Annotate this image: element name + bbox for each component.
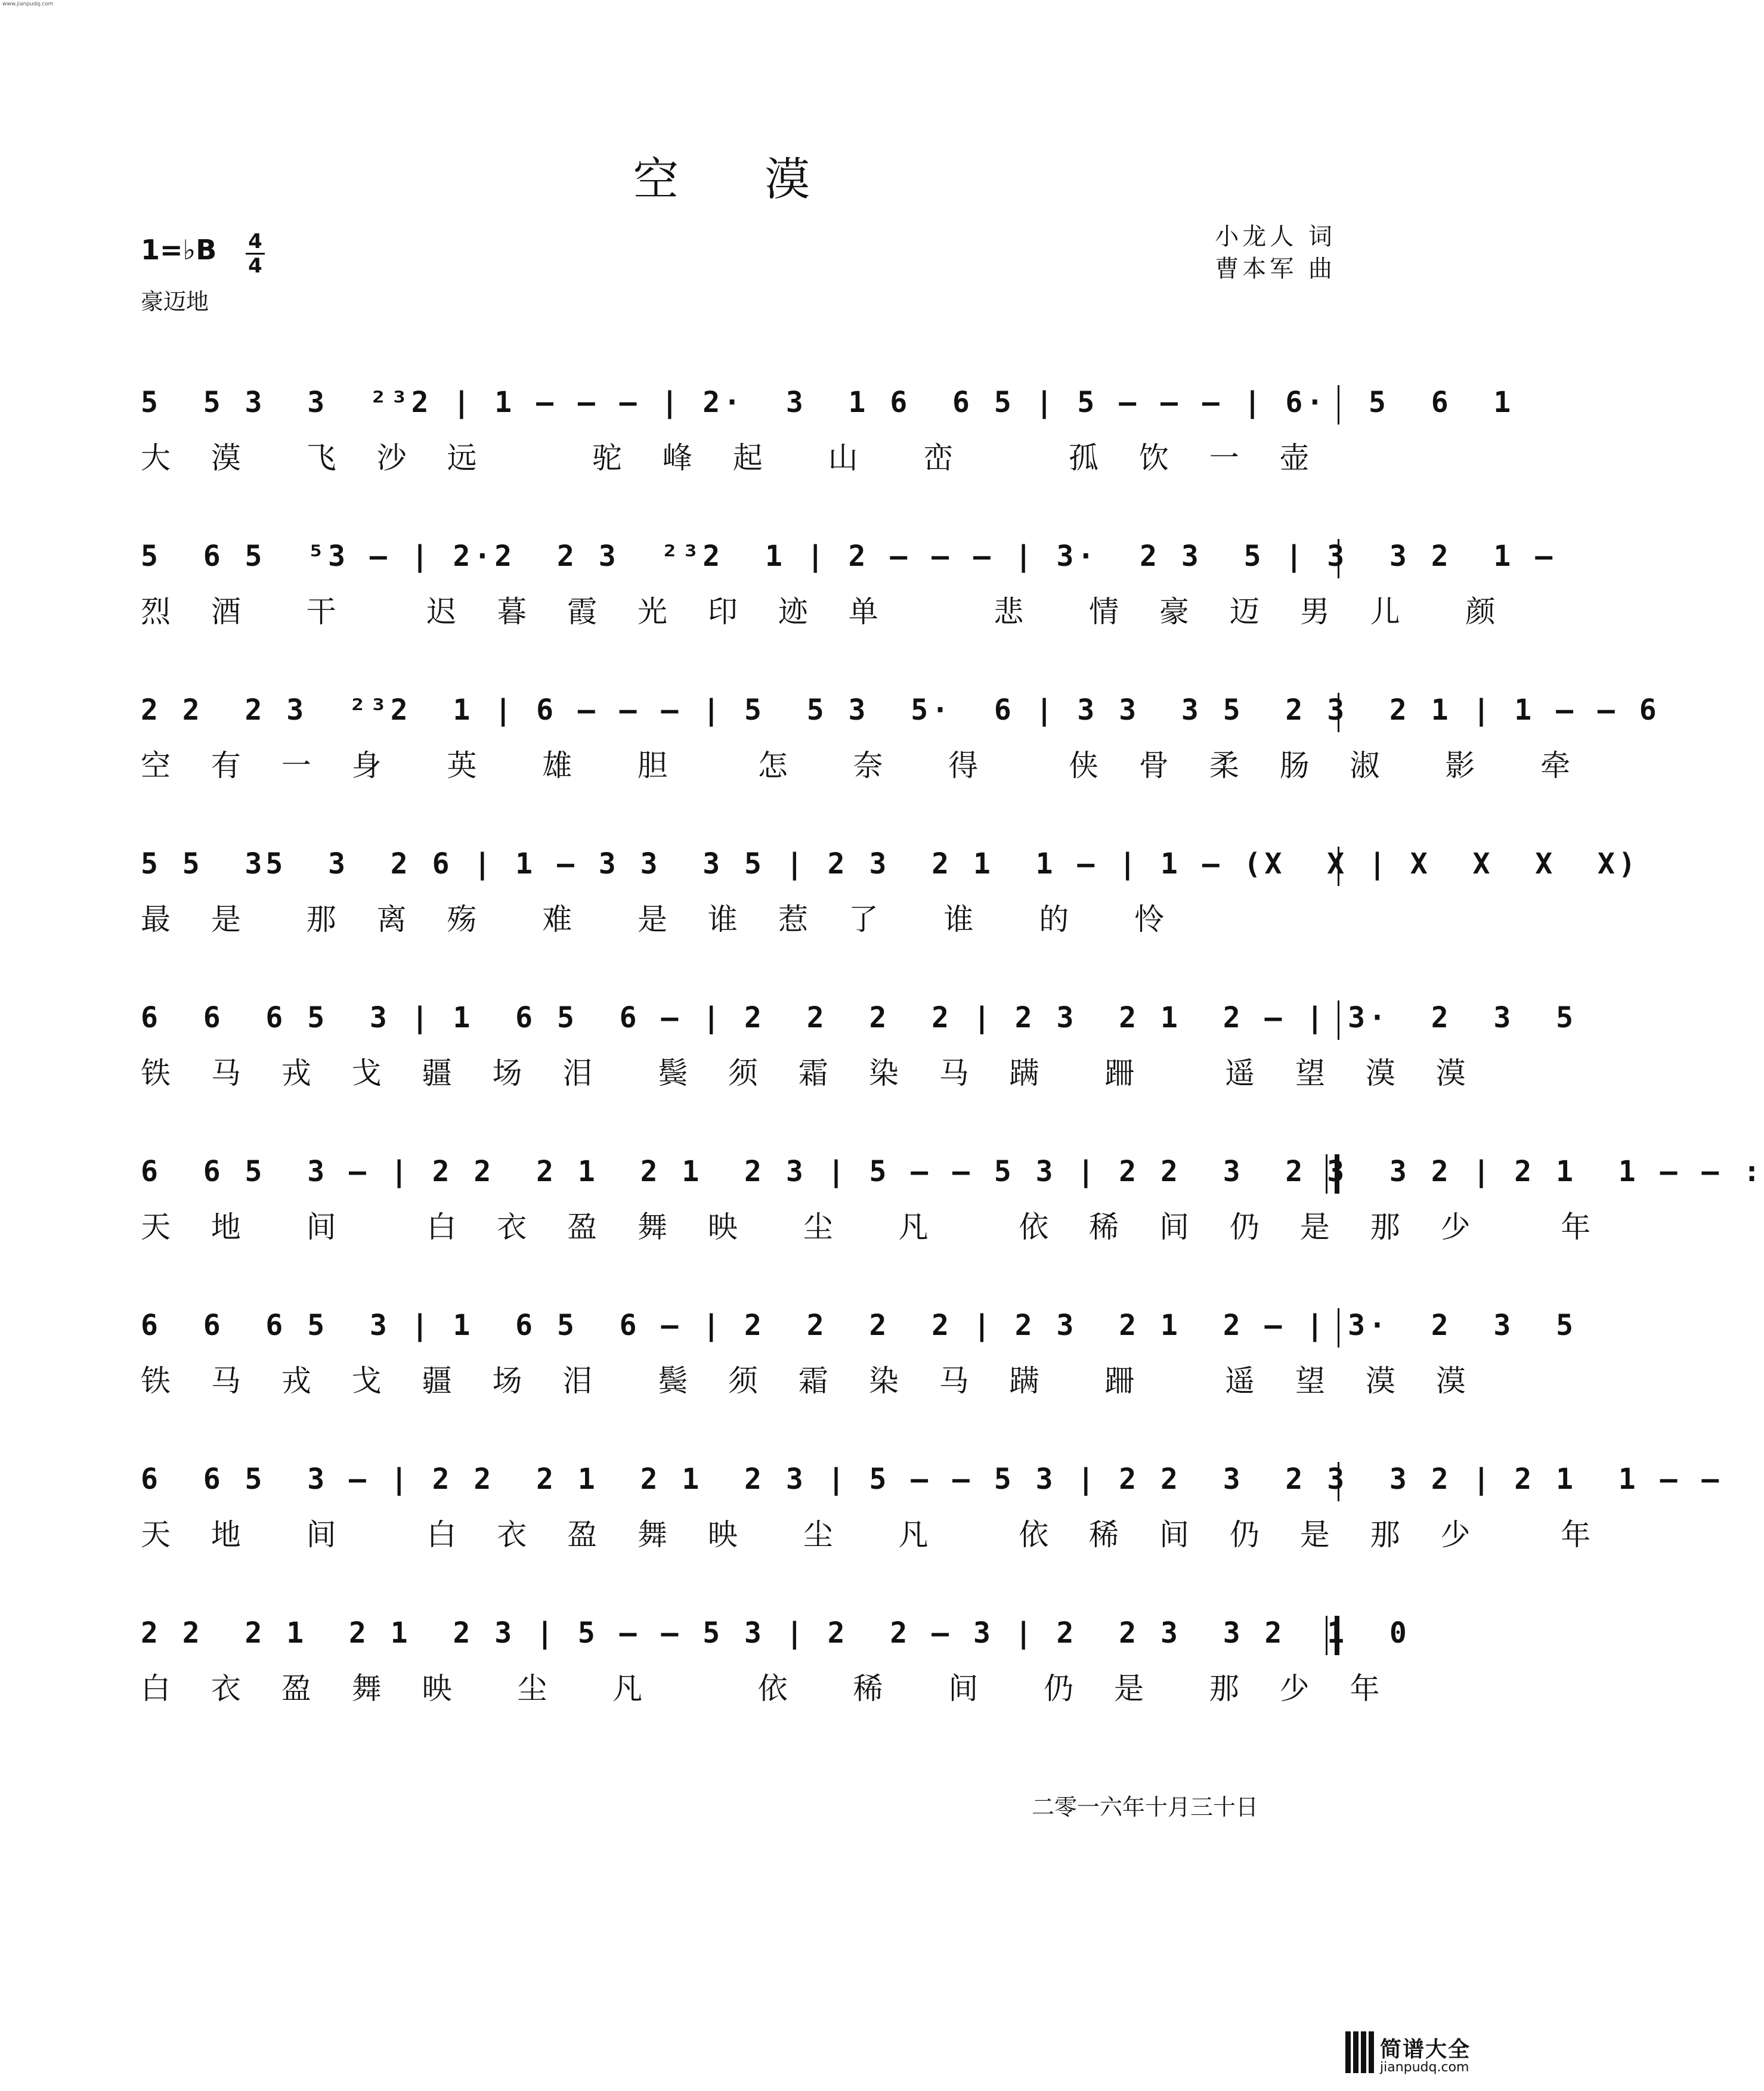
lyric-line: 天 地 间 白 衣 盈 舞 映 尘 凡 依 稀 间 仍 是 那 少 年 (141, 1517, 1607, 1552)
song-title: 空 漠 (633, 153, 846, 206)
piano-keys-icon (1345, 2031, 1374, 2073)
barline (1338, 385, 1339, 425)
composer-credit: 曹本军 曲 (1215, 255, 1336, 283)
composition-date: 二零一六年十月三十日 (1032, 1794, 1259, 1820)
notation-line: 6 6 6 5 3 | 1 6 5 6 – | 2 2 2 2 | 2 3 2 1 2 – | 3· 2 3 5 (141, 1309, 1577, 1342)
score-system-1 (141, 382, 1515, 535)
key-signature: 1=♭B (141, 234, 217, 266)
score (141, 382, 1764, 1766)
notation-line: 6 6 5 3 – | 2 2 2 1 2 1 2 3 | 5 – – 5 3 | 2 2 3 2 3 3 2 | 2 1 1 – – : (141, 1155, 1764, 1188)
tempo-marking: 豪迈地 (141, 289, 209, 315)
score-system-7 (141, 1305, 1577, 1458)
barline (1338, 539, 1339, 578)
notation-line: 6 6 6 5 3 | 1 6 5 6 – | 2 2 2 2 | 2 3 2 1 2 – | 3· 2 3 5 (141, 1001, 1577, 1034)
score-system-2 (141, 535, 1556, 689)
score-system-3 (141, 689, 1660, 843)
score-system-6 (141, 1151, 1764, 1305)
final-barline (1326, 1616, 1339, 1655)
notation-line: 5 6 5 ⁵3 – | 2·2 2 3 ²³2 1 | 2 – – – | 3· 2 3 5 | 3 3 2 1 – (141, 540, 1556, 573)
lyric-line: 铁 马 戎 戈 疆 场 泪 鬓 须 霜 染 马 蹒 跚 遥 望 漠 漠 (141, 1056, 1481, 1091)
score-system-8 (141, 1458, 1723, 1612)
score-system-4 (141, 843, 1639, 997)
lyric-line: 大 漠 飞 沙 远 驼 峰 起 山 峦 孤 饮 一 壶 (141, 441, 1325, 475)
barline (1338, 1308, 1339, 1347)
site-logo (1345, 2030, 1471, 2084)
score-system-5 (141, 997, 1577, 1151)
credits (1215, 221, 1336, 285)
notation-line: 6 6 5 3 – | 2 2 2 1 2 1 2 3 | 5 – – 5 3 | 2 2 3 2 3 3 2 | 2 1 1 – – (141, 1463, 1723, 1496)
time-signature (243, 230, 267, 277)
time-signature-top: 4 (248, 230, 262, 253)
repeat-barline (1326, 1154, 1339, 1194)
time-signature-bottom: 4 (248, 254, 262, 278)
barline (1338, 847, 1339, 886)
score-system-9 (141, 1612, 1410, 1766)
site-mark: www.jianpudq.com (2, 1, 54, 7)
notation-line: 2 2 2 1 2 1 2 3 | 5 – – 5 3 | 2 2 – 3 | 2 2 3 3 2 1 0 (141, 1616, 1410, 1650)
lyric-line: 空 有 一 身 英 雄 胆 怎 奈 得 侠 骨 柔 肠 淑 影 牵 (141, 748, 1586, 783)
lyric-line: 天 地 间 白 衣 盈 舞 映 尘 凡 依 稀 间 仍 是 那 少 年 (141, 1210, 1607, 1244)
notation-line: 5 5 3 3 ²³2 | 1 – – – | 2· 3 1 6 6 5 | 5 – – – | 6· 5 6 1 (141, 386, 1515, 419)
logo-name: 简谱大全 (1380, 2037, 1471, 2062)
lyric-line: 铁 马 戎 戈 疆 场 泪 鬓 须 霜 染 马 蹒 跚 遥 望 漠 漠 (141, 1364, 1481, 1398)
lyric-line: 白 衣 盈 舞 映 尘 凡 依 稀 间 仍 是 那 少 年 (141, 1671, 1395, 1706)
barline (1338, 1462, 1339, 1501)
barline (1338, 1000, 1339, 1040)
logo-url: jianpudq.com (1380, 2060, 1469, 2075)
lyric-line: 最 是 那 离 殇 难 是 谁 惹 了 谁 的 怜 (141, 902, 1180, 937)
lyric-line: 烈 酒 干 迟 暮 霞 光 印 迹 单 悲 情 豪 迈 男 儿 颜 (141, 594, 1511, 629)
lyricist-credit: 小龙人 词 (1215, 223, 1336, 250)
barline (1338, 693, 1339, 732)
notation-line: 2 2 2 3 ²³2 1 | 6 – – – | 5 5 3 5· 6 | 3 3 3 5 2 3 2 1 | 1 – – 6 (141, 693, 1660, 727)
notation-line: 5 5 35 3 2 6 | 1 – 3 3 3 5 | 2 3 2 1 1 – | 1 – (X X | X X X X) (141, 847, 1639, 881)
